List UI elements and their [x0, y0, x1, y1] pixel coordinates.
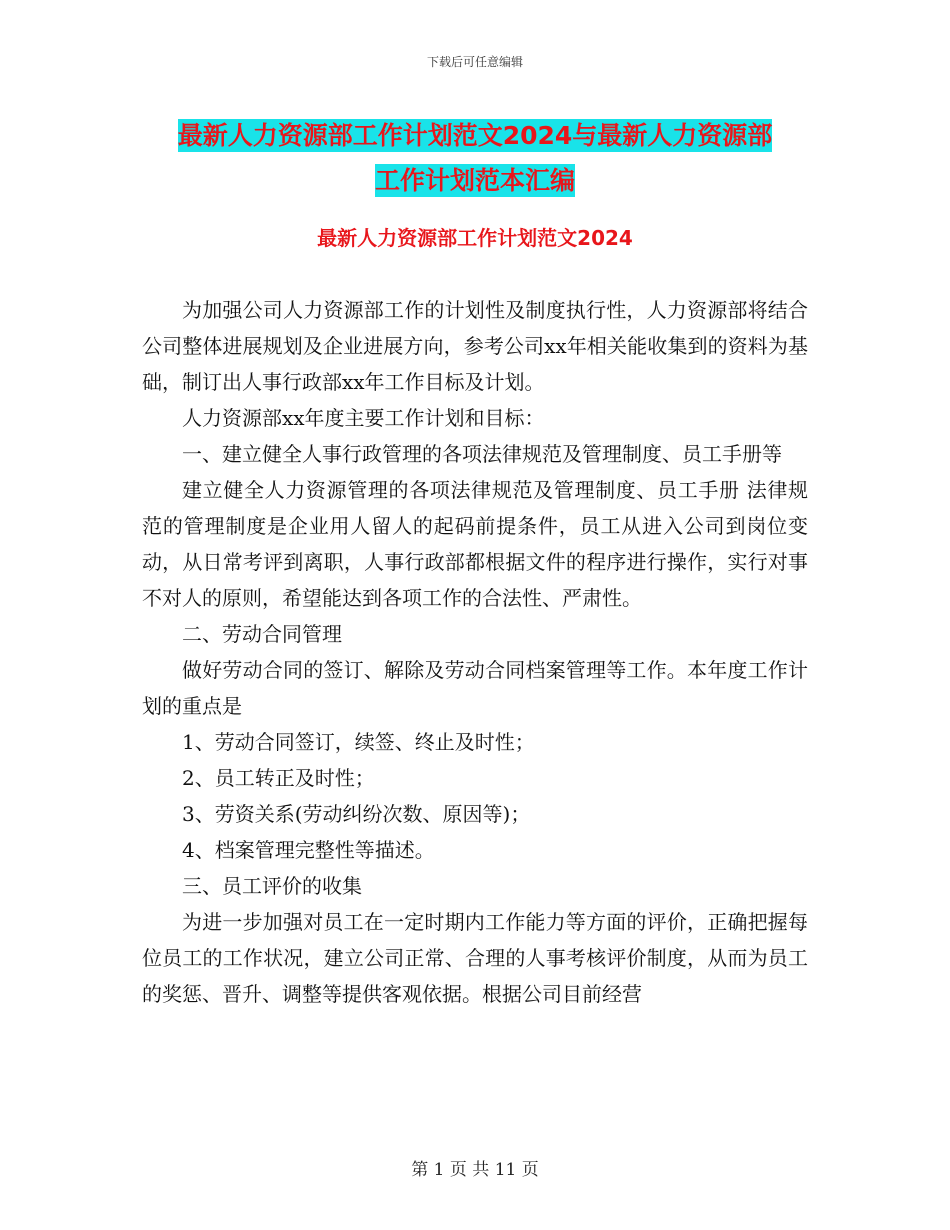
list-item: 3、劳资关系(劳动纠纷次数、原因等)； [182, 802, 531, 826]
document-title-line-1: 最新人力资源部工作计划范文2024与最新人力资源部 [177, 121, 773, 150]
header-note: 下载后可任意编辑 [426, 55, 523, 69]
paragraph: 建立健全人力资源管理的各项法律规范及管理制度、员工手册 法律规范的管理制度是企业用人留人的起码前提条件，员工从进入公司到岗位变动，从日常考评到离职，人事行政部都根据文件的程序进行操作，实行对事不对人的原则，希望能达到各项工作的合法性、严肃性。 [142, 478, 808, 610]
heading-item: 二、劳动合同管理 [182, 622, 342, 646]
list-item: 1、劳动合同签订，续签、终止及时性； [182, 730, 535, 754]
paragraph: 为加强公司人力资源部工作的计划性及制度执行性，人力资源部将结合公司整体进展规划及企业进展方向，参考公司xx年相关能收集到的资料为基础，制订出人事行政部xx年工作目标及计划。 [142, 298, 808, 394]
heading-item: 一、建立健全人事行政管理的各项法律规范及管理制度、员工手册等 [182, 442, 782, 466]
document-body [142, 292, 808, 1012]
list-item: 2、员工转正及时性； [182, 766, 375, 790]
section-title: 最新人力资源部工作计划范文2024 [317, 226, 633, 250]
document-title-line-2: 工作计划范本汇编 [374, 166, 575, 195]
paragraph: 为进一步加强对员工在一定时期内工作能力等方面的评价，正确把握每位员工的工作状况，建立公司正常、合理的人事考核评价制度，从而为员工的奖惩、晋升、调整等提供客观依据。根据公司目前经营 [142, 910, 808, 1006]
document-title [140, 113, 810, 203]
page-number: 第 1 页 共 11 页 [411, 1160, 539, 1180]
heading-item: 三、员工评价的收集 [182, 874, 362, 898]
paragraph: 人力资源部xx年度主要工作计划和目标： [182, 406, 545, 430]
list-item: 4、档案管理完整性等描述。 [182, 838, 435, 862]
paragraph: 做好劳动合同的签订、解除及劳动合同档案管理等工作。本年度工作计划的重点是 [142, 658, 808, 718]
